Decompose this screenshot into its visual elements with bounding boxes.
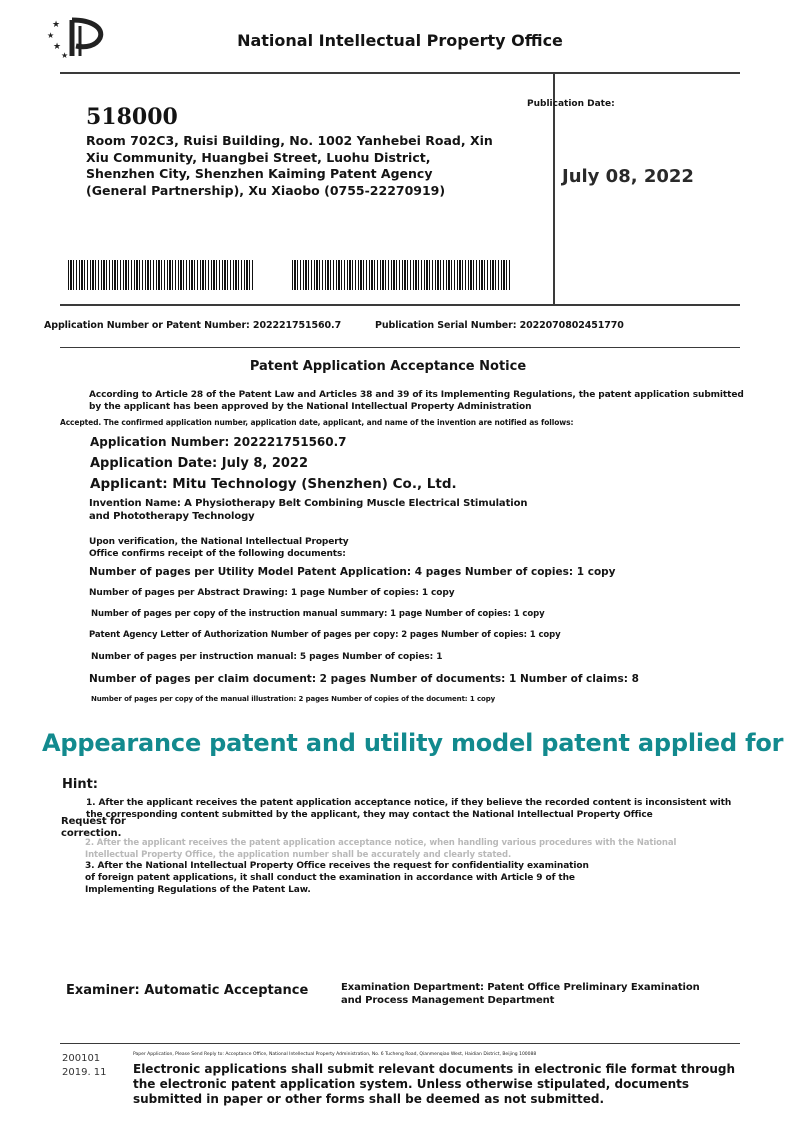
application-number: Application Number: 202221751560.7 bbox=[90, 435, 347, 449]
hint-label: Hint: bbox=[62, 777, 99, 792]
form-code: 200101 bbox=[62, 1053, 101, 1064]
document-item-6: Number of pages per claim document: 2 pages Number of documents: 1 Number of claims: 8 bbox=[89, 673, 639, 685]
publication-date-label: Publication Date: bbox=[527, 99, 615, 109]
hint-item-1: 1. After the applicant receives the patent application acceptance notice, if they believe the recorded content is inconsistent with the corresponding content submitted by the applicant, they may contact the National Intellectual Property Office bbox=[86, 798, 732, 820]
invention-name: Invention Name: A Physiotherapy Belt Combining Muscle Electrical Stimulation and Phototherapy Technology bbox=[89, 498, 528, 522]
mailing-address: Room 702C3, Ruisi Building, No. 1002 Yanhebei Road, Xin Xiu Community, Huangbei Street, Luohu District, Shenzhen City, Shenzhen Kaiming Patent Agency (General Partnership), Xu Xiaobo (0755-22270919) bbox=[86, 133, 493, 198]
application-date: Application Date: July 8, 2022 bbox=[90, 456, 309, 471]
barcode-right bbox=[292, 260, 512, 290]
footer-rule bbox=[60, 1043, 740, 1044]
hint-item-2: 2. After the applicant receives the patent application acceptance notice, when handling various procedures with the National Intellectual Property Office, the application number shall be accurately and clearly stated. bbox=[85, 838, 677, 860]
document-item-2: Number of pages per Abstract Drawing: 1 page Number of copies: 1 copy bbox=[89, 588, 455, 598]
office-title: National Intellectual Property Office bbox=[237, 31, 563, 50]
notice-top-rule bbox=[60, 347, 740, 348]
application-number-header: Application Number or Patent Number: 202221751560.7 bbox=[44, 320, 342, 331]
svg-text:★: ★ bbox=[52, 20, 61, 30]
top-rule bbox=[60, 72, 740, 74]
document-item-5: Number of pages per instruction manual: 5 pages Number of copies: 1 bbox=[91, 652, 443, 662]
svg-text:★: ★ bbox=[53, 42, 62, 52]
document-item-3: Number of pages per copy of the instruction manual summary: 1 page Number of copies: 1 copy bbox=[91, 609, 545, 619]
electronic-submission-note: Electronic applications shall submit relevant documents in electronic file format through the electronic patent application system. Unless otherwise stipulated, documents submitted in paper or other forms shall be deemed as not submitted. bbox=[133, 1062, 736, 1106]
notice-title: Patent Application Acceptance Notice bbox=[249, 359, 527, 374]
postal-code: 518000 bbox=[86, 104, 178, 130]
paper-mailing-note: Paper Application, Please Send Reply to: Acceptance Office, National Intellectual Property Administration, No. 6 Tucheng Road, Qianmenqiao West, Haidian District, Beijing 100088 bbox=[133, 1052, 537, 1057]
document-item-1: Number of pages per Utility Model Patent Application: 4 pages Number of copies: 1 copy bbox=[89, 566, 616, 578]
document-item-7: Number of pages per copy of the manual illustration: 2 pages Number of copies of the document: 1 copy bbox=[91, 695, 496, 703]
form-version: 2019. 11 bbox=[62, 1067, 107, 1078]
examination-department: Examination Department: Patent Office Preliminary Examination and Process Management Department bbox=[341, 982, 700, 1006]
svg-text:★: ★ bbox=[47, 31, 55, 40]
verification-text: Upon verification, the National Intellectual Property Office confirms receipt of the following documents: bbox=[89, 537, 349, 559]
cnipa-emblem-icon bbox=[46, 14, 108, 60]
publication-date: July 08, 2022 bbox=[562, 166, 694, 187]
patent-type-banner: Appearance patent and utility model patent applied for bbox=[42, 729, 784, 757]
barcode-left bbox=[68, 260, 253, 290]
applicant: Applicant: Mitu Technology (Shenzhen) Co., Ltd. bbox=[90, 476, 457, 492]
examiner: Examiner: Automatic Acceptance bbox=[66, 983, 309, 998]
upper-bottom-rule bbox=[60, 304, 740, 306]
hint-item-3: 3. After the National Intellectual Property Office receives the request for confidentiality examination of foreign patent applications, it shall conduct the examination in accordance with Article 9 of the Implementing Regulations of the Patent Law. bbox=[85, 861, 589, 895]
hint-request-label: Request for correction. bbox=[61, 816, 126, 839]
document-item-4: Patent Agency Letter of Authorization Number of pages per copy: 2 pages Number of copies: 1 copy bbox=[89, 630, 561, 640]
cnipa-logo bbox=[46, 14, 108, 60]
publication-serial-number: Publication Serial Number: 2022070802451770 bbox=[375, 320, 624, 331]
notice-accepted: Accepted. The confirmed application number, application date, applicant, and name of the invention are notified as follows: bbox=[60, 418, 574, 427]
notice-intro: According to Article 28 of the Patent Law and Articles 38 and 39 of its Implementing Regulations, the patent application submitted by the applicant has been approved by the National Intellectual Property Administration bbox=[89, 390, 744, 412]
svg-text:★: ★ bbox=[61, 51, 69, 60]
